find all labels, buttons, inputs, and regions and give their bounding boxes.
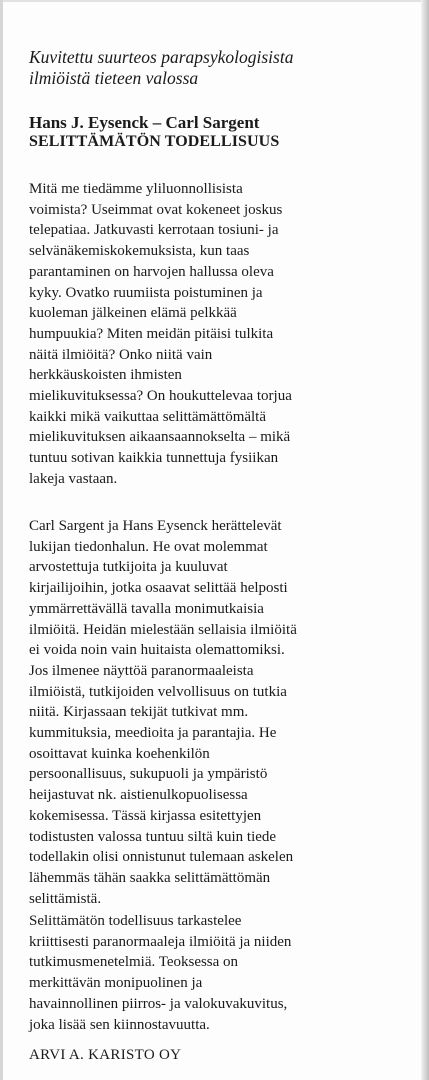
text-line: merkittävän monipuolinen ja	[29, 975, 203, 992]
text-line: mielikuvituksen aikaansaannokselta – mikä	[29, 429, 291, 446]
text-line: kyky. Ovatko ruumiista poistuminen ja	[29, 284, 263, 301]
text-line: telepatiaa. Jatkuvasti kerrotaan tosiuni- ja	[29, 222, 279, 239]
text-line: humpuukia? Miten meidän pitäisi tulkita	[29, 325, 274, 342]
text-line: kuoleman jälkeinen elämä pelkkää	[29, 305, 237, 322]
cover-right-edge	[421, 0, 429, 1080]
text-line: ei voida noin vain huitaista olemattomiksi.	[29, 642, 285, 659]
cover-left-edge	[0, 0, 3, 1080]
text-line: todistusten valossa tuntuu siltä kuin tiede	[29, 828, 277, 845]
authors: Hans J. Eysenck – Carl Sargent	[29, 113, 260, 132]
text-line: lakeja vastaan.	[29, 470, 118, 487]
text-line: kriittisesti paranormaaleja ilmiöitä ja niiden	[29, 933, 292, 950]
description-paragraph-3	[29, 911, 399, 1035]
text-line: ilmiöitä. Heidän mielestään sellaisia ilmiöitä	[29, 621, 297, 638]
text-line: Jos ilmenee näyttöä paranormaaleista	[29, 662, 254, 679]
description-paragraph-1	[29, 179, 399, 490]
book-title: SELITTÄMÄTÖN TODELLISUUS	[29, 133, 280, 150]
text-line: Selittämätön todellisuus tarkastelee	[29, 913, 242, 929]
text-line: selittämistä.	[29, 890, 102, 907]
text-line: mielikuvituksessa? On houkuttelevaa torjua	[29, 388, 292, 405]
text-line: Mitä me tiedämme yliluonnollisista	[29, 181, 243, 197]
tagline	[29, 47, 399, 89]
text-line: lähemmäs tähän saakka selittämättömän	[29, 869, 271, 886]
text-line: selvänäkemiskokemuksista, kun taas	[29, 243, 250, 260]
text-line: tutkimusmenetelmiä. Teoksessa on	[29, 954, 239, 971]
text-line: voimista? Useimmat ovat kokeneet joskus	[29, 201, 283, 218]
text-line: havainnollinen piirros- ja valokuvakuvitus,	[29, 995, 288, 1012]
text-line: joka lisää sen kiinnostavuutta.	[29, 1016, 210, 1033]
text-line: kirjailijoihin, jotka osaavat selittää helposti	[29, 580, 288, 597]
text-line: persoonallisuus, sukupuoli ja ympäristö	[29, 766, 268, 783]
text-line: kokemisessa. Tässä kirjassa esitettyjen	[29, 807, 262, 824]
tagline-line: ilmiöistä tieteen valossa	[29, 68, 199, 88]
text-line: todellakin olisi onnistunut tulemaan askelen	[29, 849, 294, 866]
cover-top-edge	[0, 0, 429, 2]
text-line: parantaminen on harvojen hallussa oleva	[29, 263, 274, 280]
text-line: heijastuvat nk. aistienulkopuolisessa	[29, 787, 248, 804]
text-line: Carl Sargent ja Hans Eysenck herättelevät	[29, 518, 282, 534]
text-line: ymmärrettävällä tavalla monimutkaisia	[29, 600, 264, 617]
text-line: kummituksia, meedioita ja parantajia. He	[29, 725, 277, 742]
text-line: kaikki mikä vaikuttaa selittämättömältä	[29, 408, 267, 425]
text-line: lukijan tiedonhalun. He ovat molemmat	[29, 538, 268, 555]
tagline-line: Kuvitettu suurteos parapsykologisista	[29, 47, 294, 67]
text-line: herkkäuskoisten ihmisten	[29, 367, 182, 384]
description-paragraph-2	[29, 516, 399, 909]
text-line: niitä. Kirjassaan tekijät tutkivat mm.	[29, 704, 249, 721]
text-line: ilmiöistä, tutkijoiden velvollisuus on tutkia	[29, 683, 287, 700]
publisher-name: ARVI A. KARISTO OY	[29, 1047, 182, 1063]
text-line: näitä ilmiöitä? Onko niitä vain	[29, 346, 213, 363]
text-line: osoittavat kuinka koehenkilön	[29, 745, 210, 762]
text-line: arvostettuja tutkijoita ja kuuluvat	[29, 559, 228, 576]
text-line: tuntuu sotivan kaikkia tunnettuja fysiikan	[29, 450, 279, 467]
